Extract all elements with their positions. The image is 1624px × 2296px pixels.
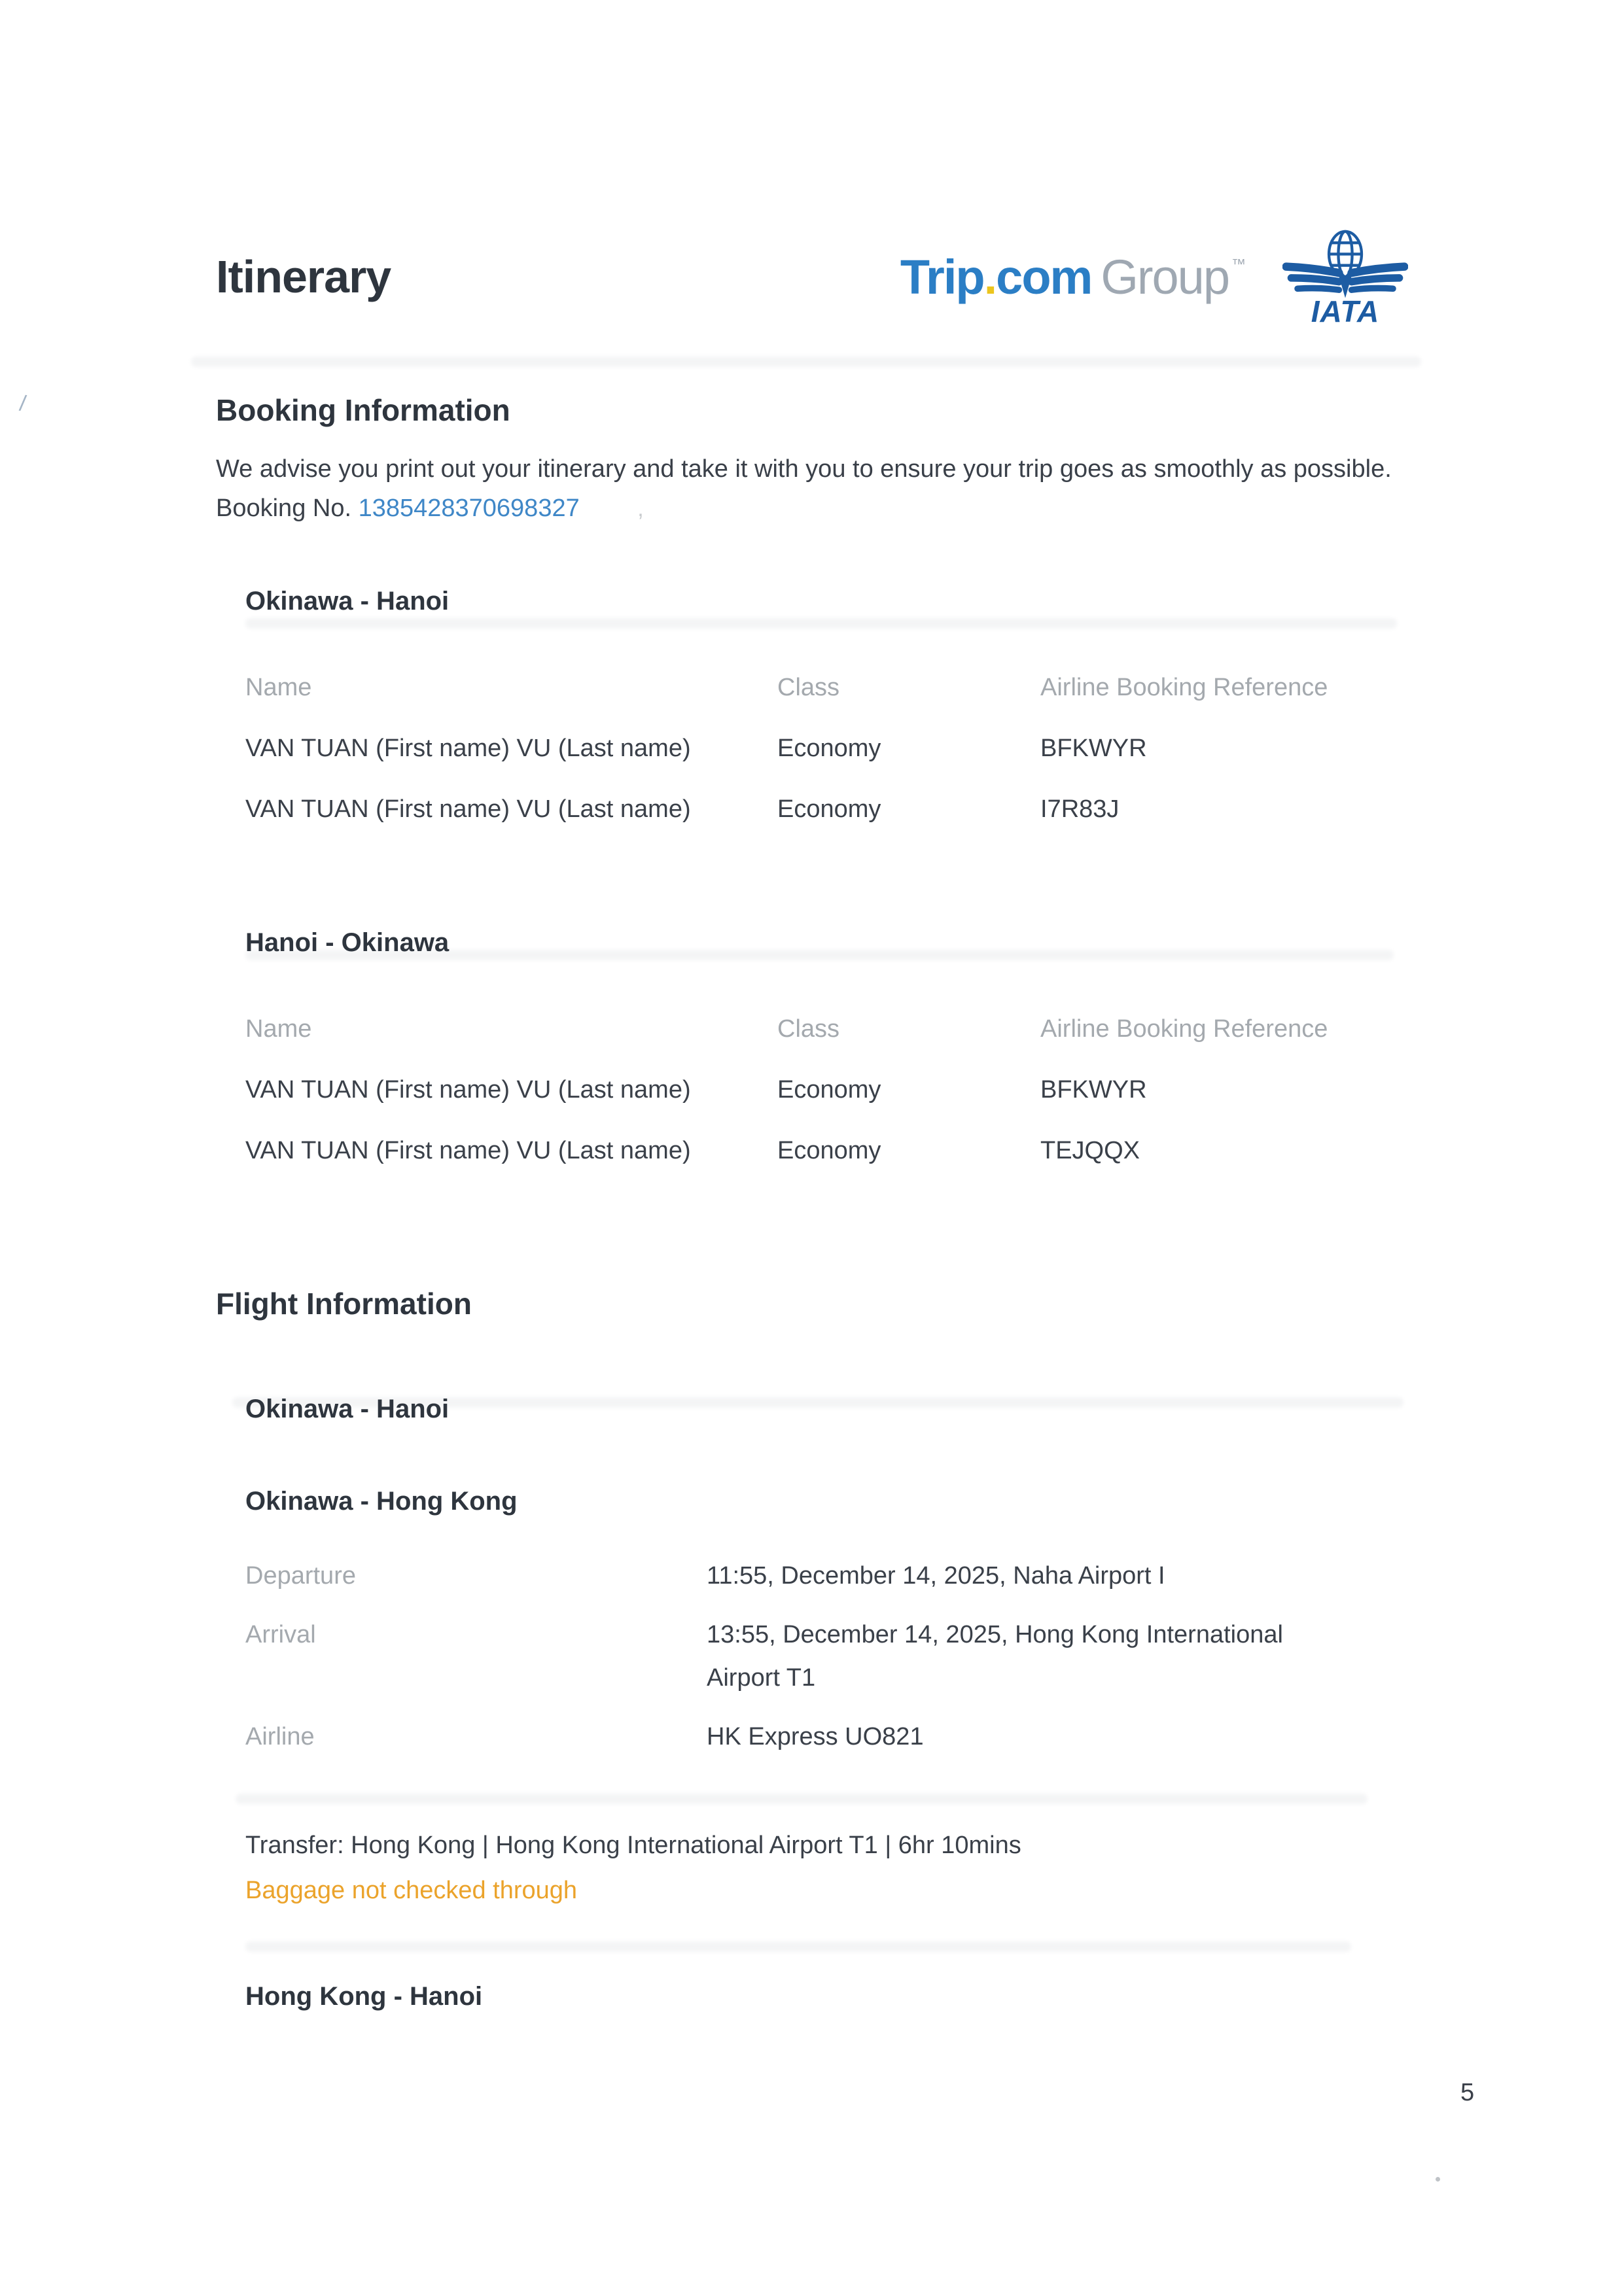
table-row bbox=[245, 1076, 1428, 1104]
arrival-label: Arrival bbox=[245, 1621, 316, 1648]
airline-booking-reference: BFKWYR bbox=[1040, 1076, 1147, 1104]
arrival-value: 13:55, December 14, 2025, Hong Kong International Airport T1 bbox=[707, 1621, 1283, 1692]
passenger-table bbox=[245, 674, 1428, 824]
flight-details bbox=[245, 1395, 1428, 2011]
departure-label: Departure bbox=[245, 1562, 356, 1590]
passenger-table-header-row bbox=[245, 1015, 1428, 1043]
flight-leg-heading: Okinawa - Hong Kong bbox=[245, 1487, 518, 1516]
baggage-warning-text: Baggage not checked through bbox=[245, 1877, 578, 1904]
field-row bbox=[245, 1554, 1428, 1597]
column-header-class: Class bbox=[777, 1015, 840, 1043]
column-header-reference: Airline Booking Reference bbox=[1040, 674, 1328, 701]
segment-route-heading: Hanoi - Okinawa bbox=[245, 928, 450, 957]
passenger-name: VAN TUAN (First name) VU (Last name) bbox=[245, 1076, 691, 1104]
tripcom-logo-com: com bbox=[996, 249, 1092, 304]
departure-value: 11:55, December 14, 2025, Naha Airport I bbox=[707, 1562, 1165, 1590]
segment-route-heading: Okinawa - Hanoi bbox=[245, 587, 450, 616]
transfer-info-text: Transfer: Hong Kong | Hong Kong International Airport T1 | 6hr 10mins bbox=[245, 1832, 1021, 1859]
passenger-table bbox=[245, 1015, 1428, 1165]
column-header-reference: Airline Booking Reference bbox=[1040, 1015, 1328, 1043]
table-row bbox=[245, 795, 1428, 824]
cabin-class: Economy bbox=[777, 735, 881, 762]
passenger-name: VAN TUAN (First name) VU (Last name) bbox=[245, 795, 691, 823]
column-header-name: Name bbox=[245, 674, 312, 701]
column-header-class: Class bbox=[777, 674, 840, 701]
cabin-class: Economy bbox=[777, 1137, 881, 1164]
cabin-class: Economy bbox=[777, 1076, 881, 1104]
airline-label: Airline bbox=[245, 1723, 315, 1750]
scan-mark-artifact: , bbox=[637, 496, 644, 521]
flight-information-heading: Flight Information bbox=[216, 1287, 472, 1321]
table-row bbox=[245, 1137, 1428, 1165]
airline-booking-reference: I7R83J bbox=[1040, 795, 1120, 823]
booking-number-label: Booking No. bbox=[216, 495, 352, 522]
cabin-class: Economy bbox=[777, 795, 881, 823]
flight-route-heading: Okinawa - Hanoi bbox=[245, 1395, 450, 1423]
booking-information-heading: Booking Information bbox=[216, 393, 510, 427]
column-header-name: Name bbox=[245, 1015, 312, 1043]
iata-logo-text: IATA bbox=[1311, 294, 1380, 326]
field-row bbox=[245, 1613, 1428, 1699]
airline-booking-reference: TEJQQX bbox=[1040, 1137, 1140, 1164]
tripcom-logo-group: Group bbox=[1101, 249, 1229, 304]
airline-value: HK Express UO821 bbox=[707, 1723, 924, 1750]
document-body bbox=[216, 0, 1428, 2011]
booking-number-line bbox=[216, 495, 1428, 523]
flight-leg-heading: Hong Kong - Hanoi bbox=[245, 1982, 483, 2011]
passenger-name: VAN TUAN (First name) VU (Last name) bbox=[245, 735, 691, 762]
table-row bbox=[245, 735, 1428, 763]
page-title: Itinerary bbox=[216, 251, 391, 302]
flight-leg-fields bbox=[245, 1554, 1428, 1758]
scan-mark-artifact: / bbox=[18, 391, 28, 417]
trademark-symbol: ™ bbox=[1231, 255, 1244, 272]
print-advice-text: We advise you print out your itinerary and take it with you to ensure your trip goes as smoothly as possible. bbox=[216, 455, 1392, 483]
page-number: 5 bbox=[1460, 2079, 1475, 2106]
passenger-name: VAN TUAN (First name) VU (Last name) bbox=[245, 1137, 691, 1164]
scan-mark-artifact bbox=[1436, 2177, 1440, 2182]
passenger-table-header-row bbox=[245, 674, 1428, 702]
airline-booking-reference: BFKWYR bbox=[1040, 735, 1147, 762]
field-row bbox=[245, 1715, 1428, 1758]
tripcom-logo-dot: . bbox=[983, 249, 997, 304]
passenger-tables bbox=[245, 587, 1428, 1165]
booking-number-value: 1385428370698327 bbox=[358, 495, 580, 522]
tripcom-logo-text: Trip bbox=[900, 249, 984, 304]
